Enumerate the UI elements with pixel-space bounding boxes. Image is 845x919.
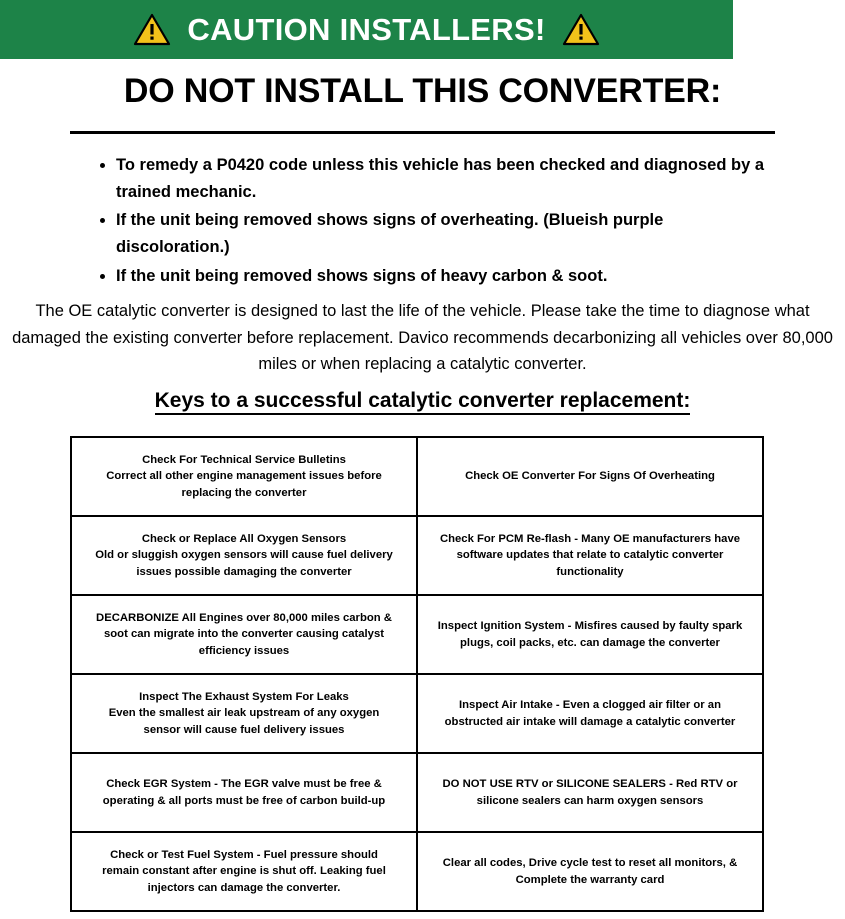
keys-heading-text: Keys to a successful catalytic converter replacement:: [155, 389, 691, 415]
table-row: [71, 437, 763, 516]
cell-line: software updates that relate to catalytic converter: [456, 549, 724, 562]
cell-line: Clear all codes, Drive cycle test to reset all monitors, &: [442, 857, 738, 870]
cell-line: remain constant after engine is shut off. Leaking fuel: [102, 865, 386, 878]
cell-line: functionality: [556, 565, 624, 578]
caution-banner: [0, 0, 733, 59]
cell-line: plugs, coil packs, etc. can damage the converter: [460, 636, 720, 649]
cell-line: silicone sealers can harm oxygen sensors: [476, 794, 704, 807]
table-cell: [71, 674, 417, 753]
list-item: • To remedy a P0420 code unless this vehicle has been checked and diagnosed by a trained mechanic.: [116, 152, 778, 205]
diagnosis-paragraph: The OE catalytic converter is designed to last the life of the vehicle. Please take the time to diagnose what damaged the existing converter before replacement. Davico recommends decarbonizing all vehicles over 80,000 miles or when replacing a catalytic converter.: [12, 302, 833, 374]
cell-line: obstructed air intake will damage a catalytic converter: [444, 715, 736, 728]
table-cell: [417, 753, 763, 832]
cell-line: Check EGR System - The EGR valve must be free &: [106, 778, 382, 791]
horizontal-divider: [70, 131, 775, 134]
cell-line: DO NOT USE RTV or SILICONE SEALERS - Red RTV or: [442, 778, 738, 791]
warning-triangle-icon: [133, 13, 171, 47]
table-cell: [417, 437, 763, 516]
cell-line: Inspect Air Intake - Even a clogged air filter or an: [459, 699, 721, 712]
caution-banner-text: CAUTION INSTALLERS!: [187, 11, 546, 47]
list-item: • If the unit being removed shows signs of heavy carbon & soot.: [116, 263, 778, 290]
cell-line: Inspect Ignition System - Misfires caused by faulty spark: [437, 620, 743, 633]
cell-line: injectors can damage the converter.: [147, 881, 341, 894]
cell-line: issues possible damaging the converter: [136, 565, 352, 578]
do-not-install-list: [88, 152, 778, 292]
table-cell: [71, 753, 417, 832]
cell-line: Old or sluggish oxygen sensors will cause fuel delivery: [95, 549, 393, 562]
list-item: • If the unit being removed shows signs of overheating. (Blueish purple discoloration.): [116, 207, 778, 260]
table-cell: [71, 437, 417, 516]
cell-line: Check For PCM Re-flash - Many OE manufacturers have: [439, 533, 741, 546]
keys-heading: [0, 389, 845, 413]
table-cell: [417, 832, 763, 911]
table-cell: [71, 595, 417, 674]
cell-line: Correct all other engine management issues before: [106, 470, 382, 483]
table-cell: [417, 516, 763, 595]
table-cell: [71, 516, 417, 595]
warning-triangle-icon: [562, 13, 600, 47]
cell-line: soot can migrate into the converter causing catalyst: [104, 628, 384, 641]
page-title: DO NOT INSTALL THIS CONVERTER:: [123, 72, 722, 110]
cell-line: sensor will cause fuel delivery issues: [143, 723, 345, 736]
table-cell: [71, 832, 417, 911]
table-row: [71, 674, 763, 753]
cell-line: replacing the converter: [181, 486, 307, 499]
cell-line: Complete the warranty card: [515, 873, 665, 886]
cell-line: Check For Technical Service Bulletins: [142, 454, 346, 467]
cell-line: Check or Replace All Oxygen Sensors: [141, 533, 347, 546]
table-row: [71, 516, 763, 595]
table-row: [71, 595, 763, 674]
cell-line: Inspect The Exhaust System For Leaks: [139, 691, 349, 704]
table-row: [71, 832, 763, 911]
cell-line: Check OE Converter For Signs Of Overheating: [465, 470, 715, 483]
keys-table: [70, 436, 764, 912]
cell-line: efficiency issues: [198, 644, 290, 657]
table-cell: [417, 595, 763, 674]
table-row: [71, 753, 763, 832]
cell-line: DECARBONIZE All Engines over 80,000 miles carbon &: [96, 612, 392, 625]
cell-line: Check or Test Fuel System - Fuel pressure should: [110, 849, 378, 862]
table-cell: [417, 674, 763, 753]
cell-line: operating & all ports must be free of carbon build-up: [102, 794, 386, 807]
cell-line: Even the smallest air leak upstream of any oxygen: [108, 707, 380, 720]
